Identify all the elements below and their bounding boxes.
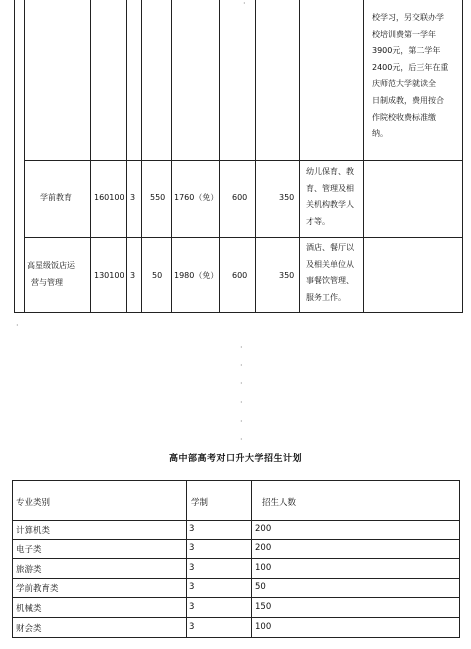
major-name: 学前教育: [40, 193, 72, 202]
plan-count: 50: [152, 271, 163, 280]
paragraph-mark: ·: [240, 379, 243, 388]
paragraph-mark: ·: [243, 0, 246, 8]
table-row-count: 200: [255, 543, 272, 553]
tuition-note: 校学习，另交联办学 校培训费第一学年 3900元，第二学年 2400元，后三年在重 庆师范大学就读全 日制成教，费用按合 作院校收费标准缴 纳。: [372, 13, 449, 139]
paragraph-mark: ·: [240, 398, 243, 407]
table-row-count: 100: [255, 622, 272, 632]
table-row-count: 50: [255, 582, 266, 592]
section-title: 高中部高考对口升大学招生计划: [168, 454, 302, 464]
employment-direction: 幼儿保育、教 育、管理及相 关机构教学人 才等。: [306, 167, 354, 226]
table-row-category: 计算机类: [16, 526, 51, 536]
table-row-category: 财会类: [16, 624, 42, 634]
header-enrollment: 招生人数: [262, 498, 297, 508]
table-row-category: 旅游类: [16, 565, 42, 575]
table-row-years: 3: [189, 524, 195, 534]
table-row-years: 3: [189, 602, 195, 612]
fee-value-2: 350: [279, 271, 295, 280]
table-row-count: 100: [255, 563, 272, 573]
table-row-years: 3: [189, 582, 195, 592]
paragraph-mark: ·: [240, 343, 243, 352]
major-code: 160100: [94, 193, 125, 202]
admission-plan-table: [12, 480, 460, 638]
tuition-fee: 1760（免）: [174, 193, 219, 202]
plan-count: 550: [150, 193, 166, 202]
major-code: 130100: [94, 271, 125, 280]
fee-value-1: 600: [232, 271, 248, 280]
paragraph-mark: ·: [16, 321, 19, 330]
paragraph-mark: ·: [240, 361, 243, 370]
major-name: 高星级饭店运 营与管理: [27, 261, 75, 287]
header-years: 学制: [191, 498, 209, 508]
top-table: [14, 0, 463, 313]
tuition-fee: 1980（免）: [174, 271, 219, 280]
employment-direction: 酒店、餐厅以 及相关单位从 事餐饮管理、 服务工作。: [306, 243, 354, 302]
table-row-years: 3: [189, 563, 195, 573]
table-row-category: 电子类: [16, 545, 42, 555]
table-row-years: 3: [189, 622, 195, 632]
table-row-count: 200: [255, 524, 272, 534]
table-row-count: 150: [255, 602, 272, 612]
table-row-years: 3: [189, 543, 195, 553]
fee-value-2: 350: [279, 193, 295, 202]
years: 3: [130, 193, 136, 202]
fee-value-1: 600: [232, 193, 248, 202]
table-row-category: 学前教育类: [16, 584, 59, 594]
paragraph-mark: ·: [240, 417, 243, 426]
header-major-category: 专业类别: [16, 498, 51, 508]
years: 3: [130, 271, 136, 280]
paragraph-mark: ·: [240, 435, 243, 444]
table-row-category: 机械类: [16, 604, 42, 614]
